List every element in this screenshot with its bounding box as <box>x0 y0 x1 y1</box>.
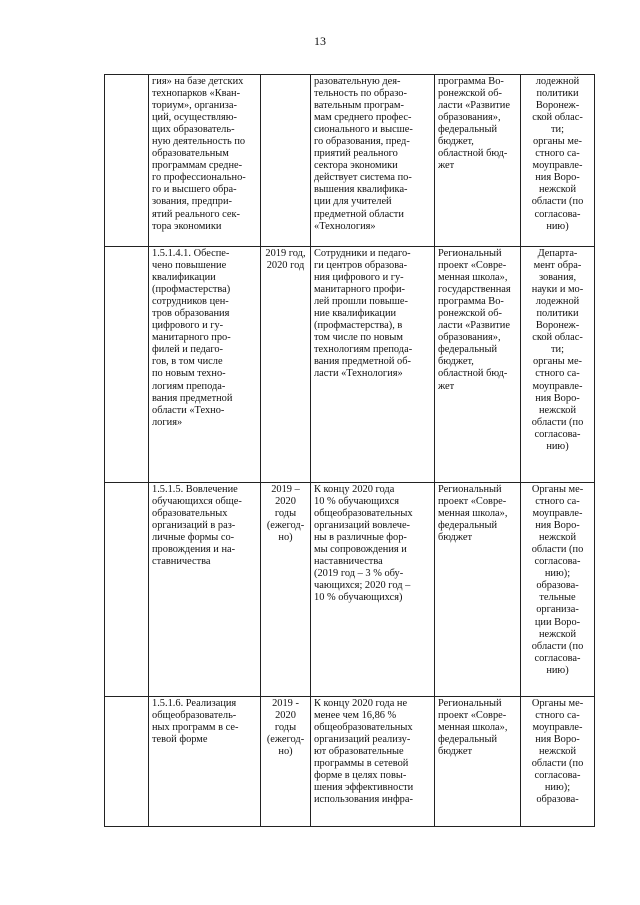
table-row <box>105 75 595 247</box>
responsible-cell <box>521 247 595 483</box>
term-cell <box>261 697 311 827</box>
measure-name: гия» на базе детских технопарков «Кван- ториум», организа- ций, осуществляю- щих образователь- ную деятельность по образовательным программам средне- го профессионально- го и высшего обра- зования, предпри- ятий реального сек- тора экономики <box>152 76 246 232</box>
funding-source-text: Региональный проект «Совре- менная школа», государственная программа Во- ронежской об- ласти «Развитие образования», федеральный бюджет, областной бюд- жет <box>438 248 511 392</box>
responsible-cell <box>521 75 595 247</box>
result-text: К концу 2020 года не менее чем 16,86 % общеобразовательных организаций реализу- ют образовательные программы в сетевой форме в целях повы- шения эффективности использования инфра- <box>314 698 414 806</box>
measure-name-cell <box>149 483 261 697</box>
responsible-text: Органы ме- стного са- моуправле- ния Воро- нежской области (по согласова- нию); образова- <box>531 698 584 806</box>
result-text: разовательную дея- тельность по образо- вательным програм- мам среднего профес- сионального и высше- го образования, пред- приятий реального сектора экономики действует система по- вышения квалифика- ции для учителей предметной области «Технология» <box>314 76 413 232</box>
table-row <box>105 247 595 483</box>
measure-name-cell <box>149 697 261 827</box>
funding-source-cell <box>435 697 521 827</box>
term-text: 2019 - 2020 годы (ежегод- но) <box>266 698 305 758</box>
responsible-text: Департа- мент обра- зования, науки и мо- лодежной политики Воронеж- ской облас- ти; органы ме- стного са- моуправле- ния Воро- нежской области (по согласова- нию) <box>531 248 584 452</box>
measure-name: 1.5.1.4.1. Обеспе- чено повышение квалификации (профмастерства) сотрудников цен- тров образования цифрового и гу- манитарного про- филей и педаго- гов, в том числе по новым техно- логиям препода- вания предметной области «Техно- логия» <box>152 248 233 428</box>
funding-source-text: Региональный проект «Совре- менная школа», федеральный бюджет <box>438 698 508 758</box>
result-text: Сотрудники и педаго- ги центров образова- ния цифрового и гу- манитарного профи- лей прошли повыше- ние квалификации (профмастерства), в том числе по новым технологиям препода- вания предметной об- ласти «Технология» <box>314 248 413 380</box>
result-cell <box>311 247 435 483</box>
funding-source-cell <box>435 75 521 247</box>
term-text: 2019 год, 2020 год <box>265 248 306 272</box>
funding-source-cell <box>435 483 521 697</box>
measures-table <box>104 74 595 827</box>
responsible-cell <box>521 483 595 697</box>
table-row <box>105 483 595 697</box>
responsible-text: лодежной политики Воронеж- ской облас- ти; органы ме- стного са- моуправле- ния Воро- нежской области (по согласова- нию) <box>531 76 584 232</box>
funding-source-text: программа Во- ронежской об- ласти «Развитие образования», федеральный бюджет, областной бюд- жет <box>438 76 510 172</box>
funding-source-text: Региональный проект «Совре- менная школа», федеральный бюджет <box>438 484 508 544</box>
result-cell <box>311 697 435 827</box>
measure-name: 1.5.1.5. Вовлечение обучающихся обще- образовательных организаций в раз- личные формы со- провождения и на- ставничества <box>152 484 242 568</box>
stub-cell <box>105 75 149 247</box>
term-cell <box>261 247 311 483</box>
result-text: К концу 2020 года 10 % обучающихся общеобразовательных организаций вовлече- ны в различные фор- мы сопровождения и наставничества (2019 год – 3 % обу- чающихся; 2020 год – 10 % обучающихся) <box>314 484 413 604</box>
term-cell <box>261 483 311 697</box>
term-cell <box>261 75 311 247</box>
result-cell <box>311 483 435 697</box>
page-number: 13 <box>314 34 326 48</box>
table-row <box>105 697 595 827</box>
measure-name-cell <box>149 75 261 247</box>
measure-name: 1.5.1.6. Реализация общеобразователь- ных программ в се- тевой форме <box>152 698 239 746</box>
stub-cell <box>105 697 149 827</box>
funding-source-cell <box>435 247 521 483</box>
measure-name-cell <box>149 247 261 483</box>
stub-cell <box>105 247 149 483</box>
responsible-cell <box>521 697 595 827</box>
stub-cell <box>105 483 149 697</box>
result-cell <box>311 75 435 247</box>
term-text: 2019 – 2020 годы (ежегод- но) <box>266 484 305 544</box>
responsible-text: Органы ме- стного са- моуправле- ния Воро- нежской области (по согласова- нию); образова- тельные организа- ции Воро- нежской области (по согласова- нию) <box>531 484 584 676</box>
